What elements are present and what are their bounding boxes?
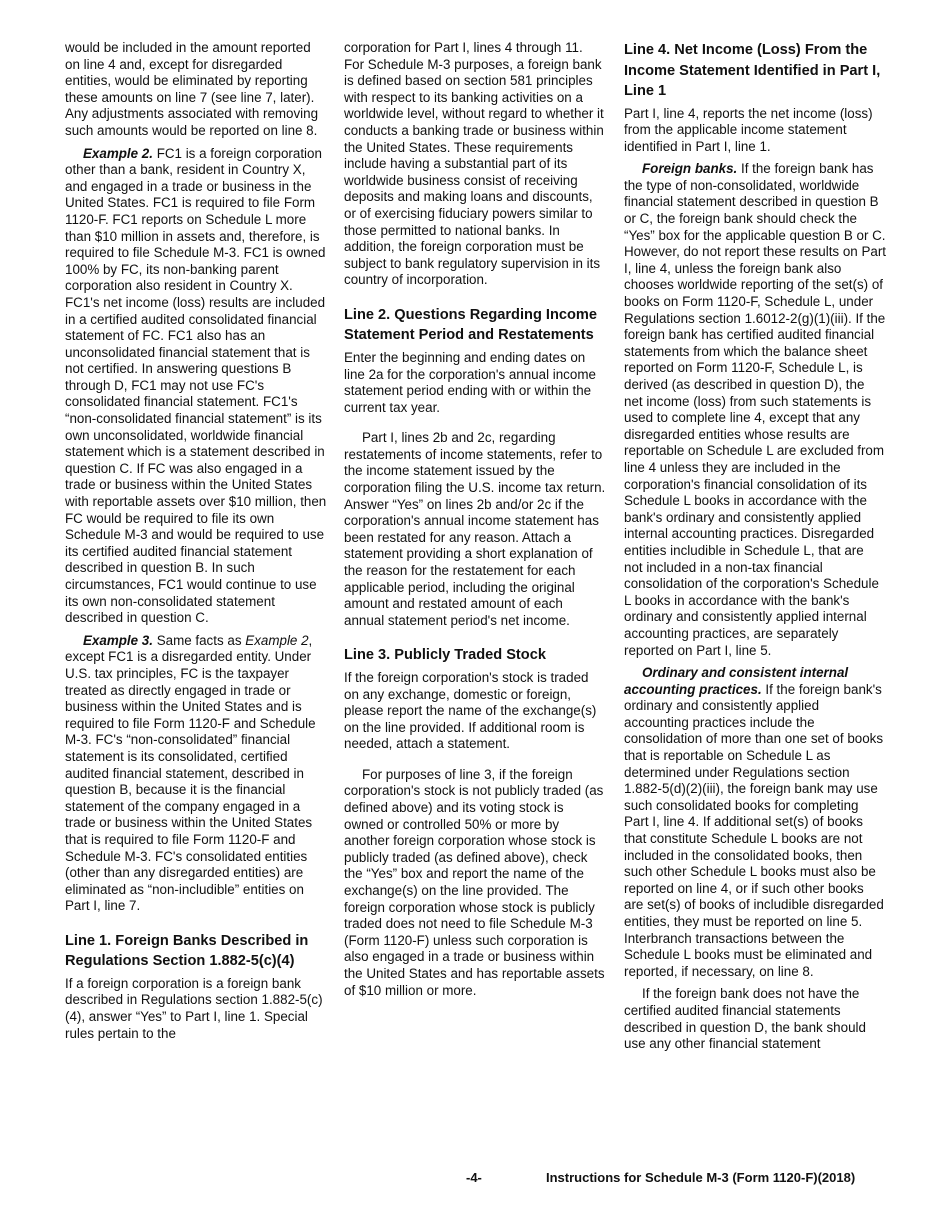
example-2-label: Example 2. <box>83 145 153 161</box>
document-title-footer: Instructions for Schedule M-3 (Form 1120-F)(2018) <box>546 1170 856 1185</box>
text-column-left <box>65 40 327 1048</box>
line-4-heading: Line 4. Net Income (Loss) From the Income Statement Identified in Part I, Line 1 <box>624 42 881 99</box>
ordinary-practices-paragraph <box>624 665 886 980</box>
foreign-banks-text: If the foreign bank has the type of non-consolidated, worldwide financial statement described in question B or C, the foreign bank should check the “Yes” box for the applicable question B or C. However, do not report these results on Part I, line 4, unless the foreign bank also chooses worldwide reporting of the set(s) of books on Form 1120-F, Schedule L, under Regulations section 1.6012-2(g)(1)(iii). If the foreign bank has certified audited financial statements from which the balance sheet reported on Form 1120-F, Schedule L, is derived (as described in question D), the net income (loss) from such statements is used to complete line 4, except that any disregarded entities whose results are reportable on Schedule L are excluded from line 4 unless they are included in the corporation's financial consolidation of its Schedule L books in accordance with the bank's ordinary and consistently applied internal accounting practices. Disregarded entities includible in Schedule L, that are not included in a non-tax financial consolidation of the corporation's Schedule L books in accordance with the bank's ordinary and consistently applied internal accounting practices, are separately reported on Part I, line 5. <box>624 161 886 658</box>
example-2-text: FC1 is a foreign corporation other than a bank, resident in Country X, and engaged in a trade or business in the United States. FC1 is required to file Form 1120-F. FC1 reports on Schedule L more than $10 million in assets and, therefore, is required to file Schedule M-3. FC1 is owned 100% by FC, its non-banking parent corporation also resident in Country X. FC1's net income (loss) results are included in a certified audited consolidated financial statement of FC. FC1 also has an unconsolidated financial statement that is not certified. In answering questions B through D, FC1 may not use FC's consolidated financial statement. FC1's “non-consolidated financial statement” is its own unconsolidated, worldwide financial statement which is a statement described in question C. If FC was also engaged in a trade or business within the United States with reportable assets over $10 million, then FC would be required to file its own Schedule M-3 and would be required to use its certified audited financial statement described in question B. In such circumstances, FC1 would continue to use its own non-consolidated statement described in question C. <box>65 145 327 626</box>
foreign-banks-label: Foreign banks. <box>642 161 738 177</box>
foreign-banks-paragraph <box>624 161 886 659</box>
paragraph: If the foreign bank does not have the certified audited financial statements described in question D, the bank should use any other financial statement <box>624 986 866 1052</box>
line-3-paragraph-2: For purposes of line 3, if the foreign corporation's stock is not publicly traded (as defined above) and its voting stock is owned or controlled 50% or more by another foreign corporation whose stock is publicly traded (as defined above), check the “Yes” box and report the name of the exchange(s) on the line provided. The foreign corporation whose stock is publicly traded does not need to file Schedule M-3 (Form 1120-F) unless such corporation is also engaged in a trade or business within the United States and has reportable assets of $10 million or more. <box>344 766 605 998</box>
example-3-label: Example 3. <box>83 632 153 648</box>
example-3-reference: Example 2 <box>245 632 309 648</box>
line-2-paragraph-1: Enter the beginning and ending dates on line 2a for the corporation's annual income statement period ending with or within the current tax year. <box>344 349 596 415</box>
line-2-paragraph-2: Part I, lines 2b and 2c, regarding restatements of income statements, refer to the income statement issued by the corporation filing the U.S. income tax return. Answer “Yes” on lines 2b and/or 2c if the corporation's annual income statement has been restated for any reason. Attach a statement providing a short explanation of the reason for the restatement for each applicable period, including the original amount and restated amount of each annual statement period's net income. <box>344 430 606 628</box>
example-3-text-b: , except FC1 is a disregarded entity. Under U.S. tax principles, FC is the taxpayer treated as directly engaged in trade or business within the United States and is required to file Form 1120-F and Schedule M-3. FC's “non-consolidated” financial statement is its consolidated, certified audited financial statement, described in question B, because it is the financial statement of the company engaged in a trade or business within the United States that is required to file Form 1120-F and Schedule M-3. FC's consolidated entities (other than any disregarded entities) are eliminated as “non-includible” entities on Part I, line 7. <box>65 632 316 914</box>
ordinary-practices-text: If the foreign bank's ordinary and consistently applied accounting practices include the consolidation of more than one set of books that is reportable on Schedule L as determined under Regulations section 1.882-5(d)(2)(iii), the foreign bank may use such consolidated books for completing Part I, line 4. If additional set(s) of books that constitute Schedule L books are not included in the consolidated books, then such other Schedule L books must also be reported on line 4, or if such other books are set(s) of books of includible disregarded entities, they must be reported on line 5. Interbranch transactions between the Schedule L books must be eliminated and reported, if necessary, on line 8. <box>624 681 884 979</box>
line-1-paragraph: If a foreign corporation is a foreign bank described in Regulations section 1.882-5(c)(4), answer “Yes” to Part I, line 1. Special rules pertain to the <box>65 975 323 1041</box>
ordinary-practices-label: Ordinary and consistent internal accounting practices. <box>624 665 849 697</box>
line-3-heading: Line 3. Publicly Traded Stock <box>344 647 546 664</box>
page-number: -4- <box>466 1170 482 1185</box>
line-4-paragraph: Part I, line 4, reports the net income (loss) from the applicable income statement identified in Part I, line 1. <box>624 105 873 154</box>
line-1-heading: Line 1. Foreign Banks Described in Regulations Section 1.882-5(c)(4) <box>65 932 309 970</box>
text-column-middle <box>344 40 606 1005</box>
line-3-paragraph-1: If the foreign corporation's stock is traded on any exchange, domestic or foreign, please report the name of the exchange(s) on the line provided. If additional room is needed, attach a statement. <box>344 669 597 752</box>
line-2-heading: Line 2. Questions Regarding Income Statement Period and Restatements <box>344 306 598 344</box>
example-3-text-a: Same facts as <box>152 632 246 648</box>
paragraph: corporation for Part I, lines 4 through 11. For Schedule M-3 purposes, a foreign bank is defined based on section 581 principles with respect to its banking activities on a worldwide level, without regard to whether it conducts a banking trade or business within the United States. These requirements include having a substantial part of its worldwide business consist of receiving deposits and making loans and discounts, or of exercising fiduciary powers similar to those permitted to national banks. In addition, the foreign corporation must be subject to bank regulatory supervision in its country of incorporation. <box>344 40 604 288</box>
text-column-right <box>624 40 886 1059</box>
example-2-paragraph <box>65 146 327 627</box>
paragraph: would be included in the amount reported on line 4 and, except for disregarded entities, would be eliminated by reporting these amounts on line 7 (see line 7, later). Any adjustments associated with removing such amounts would be reported on line 8. <box>65 40 319 138</box>
example-3-paragraph <box>65 633 327 915</box>
